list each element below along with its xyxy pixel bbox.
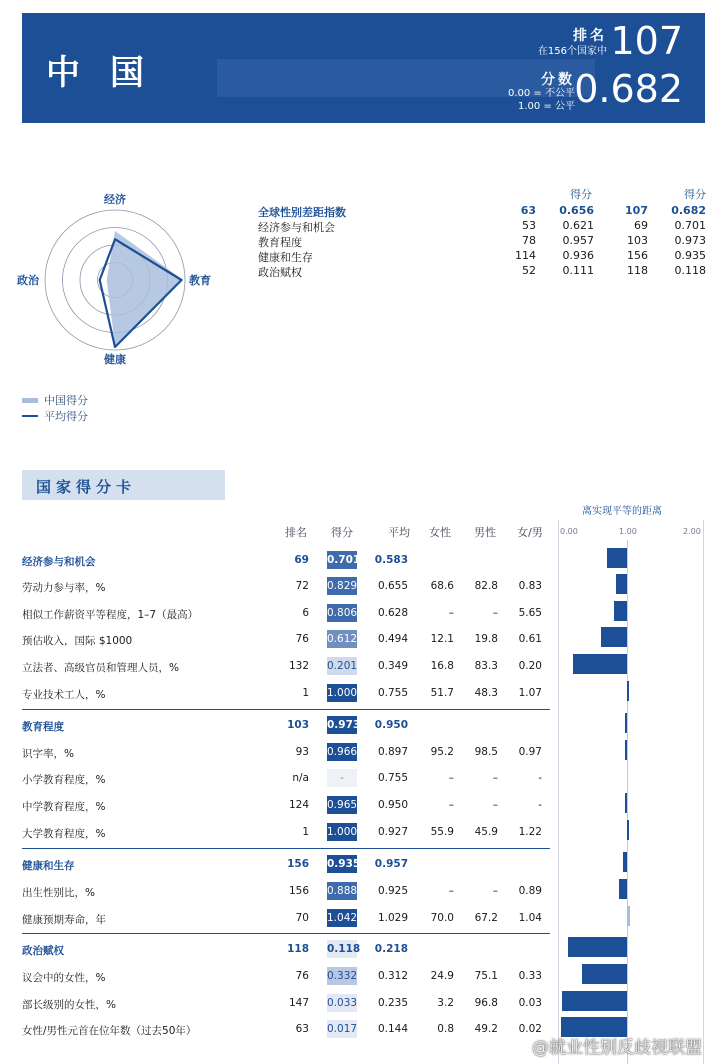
row-label: 中学教育程度，%	[22, 801, 106, 813]
summary-label: 教育程度	[258, 236, 302, 249]
cell-ratio: 1.22	[518, 826, 542, 838]
section-separator	[22, 848, 550, 849]
cell-female: 3.2	[437, 997, 454, 1009]
summary-score-a: 0.111	[562, 264, 594, 277]
summary-score-b: 0.935	[674, 249, 706, 262]
cell-avg: 0.950	[374, 719, 408, 731]
cell-ratio: -	[538, 772, 542, 784]
scorecard-title: 国家得分卡	[22, 470, 225, 500]
indicator-row	[0, 823, 720, 843]
summary-rank-a: 52	[522, 264, 536, 277]
summary-score-a: 0.656	[559, 204, 594, 217]
cell-ratio: 0.20	[518, 660, 542, 672]
section-separator	[22, 709, 550, 710]
cell-rank: 93	[295, 746, 309, 758]
cell-avg: 0.927	[377, 826, 408, 838]
summary-row	[258, 204, 718, 219]
cell-female: –	[448, 772, 454, 784]
cell-avg: 0.218	[374, 943, 408, 955]
radar-axis-label-1: 教育	[189, 274, 211, 287]
cell-female: 12.1	[430, 633, 454, 645]
summary-row	[258, 264, 718, 279]
summary-rank-b: 107	[625, 204, 648, 217]
cell-ratio: 0.02	[518, 1023, 542, 1035]
radar-chart	[0, 180, 230, 380]
summary-rank-a: 53	[522, 219, 536, 232]
summary-row	[258, 249, 718, 264]
cell-rank: 76	[295, 633, 309, 645]
col-score: 得分	[331, 526, 353, 539]
radar-axis-label-0: 经济	[104, 193, 126, 206]
summary-score-header-b: 得分	[684, 188, 706, 201]
cell-rank: 76	[295, 970, 309, 982]
distance-bar	[607, 548, 627, 568]
cell-male: 75.1	[474, 970, 498, 982]
cell-female: 68.6	[430, 580, 454, 592]
legend-average-label: 平均得分	[44, 410, 88, 423]
summary-label: 健康和生存	[258, 251, 313, 264]
cell-rank: 103	[287, 719, 309, 731]
cell-ratio: 0.03	[518, 997, 542, 1009]
section-separator	[22, 933, 550, 934]
cell-avg: 0.235	[377, 997, 408, 1009]
rank-value: 107	[610, 19, 683, 63]
summary-row	[258, 234, 718, 249]
row-label: 部长级别的女性，%	[22, 999, 116, 1011]
col-female: 女性	[429, 526, 451, 539]
summary-score-b: 0.682	[671, 204, 706, 217]
distance-bar	[625, 793, 627, 813]
rank-subtitle: 在156个国家中	[537, 46, 607, 57]
cell-avg: 0.950	[377, 799, 408, 811]
summary-rank-b: 69	[634, 219, 648, 232]
score-cell: 0.888	[327, 882, 357, 900]
scale-high: 1.00 = 公平	[517, 101, 575, 112]
distance-bar	[568, 937, 627, 957]
cell-female: 51.7	[430, 687, 454, 699]
cell-avg: 0.144	[377, 1023, 408, 1035]
cell-avg: 0.897	[377, 746, 408, 758]
cell-female: 55.9	[430, 826, 454, 838]
cell-male: 49.2	[474, 1023, 498, 1035]
cell-male: –	[492, 772, 498, 784]
cell-female: 0.8	[437, 1023, 454, 1035]
cell-ratio: 1.07	[518, 687, 542, 699]
score-cell: 0.935	[327, 855, 357, 873]
cell-avg: 0.957	[374, 858, 408, 870]
row-label: 出生性别比，%	[22, 887, 95, 899]
cell-avg: 1.029	[377, 912, 408, 924]
summary-score-header-a: 得分	[570, 188, 592, 201]
summary-rank-a: 78	[522, 234, 536, 247]
distance-bar	[625, 740, 627, 760]
cell-ratio: 0.33	[518, 970, 542, 982]
summary-score-b: 0.118	[674, 264, 706, 277]
distance-bar	[625, 713, 627, 733]
row-label: 政治赋权	[22, 945, 64, 957]
cell-rank: 63	[295, 1023, 309, 1035]
cell-male: 19.8	[474, 633, 498, 645]
score-cell: 1.000	[327, 823, 357, 841]
score-cell: 1.000	[327, 684, 357, 702]
row-label: 健康预期寿命，年	[22, 914, 106, 926]
category-row	[0, 716, 720, 736]
distance-bar	[601, 627, 627, 647]
indicator-row	[0, 684, 720, 704]
distance-bar	[582, 964, 627, 984]
legend-country-label: 中国得分	[44, 394, 88, 407]
row-label: 识字率，%	[22, 748, 74, 760]
summary-score-a: 0.621	[562, 219, 594, 232]
indicator-row	[0, 577, 720, 597]
distance-title: 离实现平等的距离	[582, 506, 662, 517]
score-cell: 0.118	[327, 940, 357, 958]
distance-bar	[619, 879, 627, 899]
cell-rank: 6	[302, 607, 309, 619]
indicator-row	[0, 743, 720, 763]
cell-avg: 0.628	[377, 607, 408, 619]
indicator-row	[0, 796, 720, 816]
indicator-row	[0, 909, 720, 929]
cell-avg: 0.755	[377, 687, 408, 699]
score-cell: 0.201	[327, 657, 357, 675]
category-row	[0, 855, 720, 875]
distance-bar	[573, 654, 627, 674]
summary-score-a: 0.936	[562, 249, 594, 262]
legend-country-swatch	[22, 398, 38, 403]
radar-axis-label-2: 健康	[104, 353, 126, 366]
cell-ratio: 0.61	[518, 633, 542, 645]
summary-table	[258, 186, 718, 279]
score-cell: 0.033	[327, 994, 357, 1012]
score-cell: 0.829	[327, 577, 357, 595]
indicator-row	[0, 882, 720, 902]
score-cell: 0.017	[327, 1020, 357, 1038]
row-label: 小学教育程度，%	[22, 774, 106, 786]
indicator-row	[0, 769, 720, 789]
cell-male: 48.3	[474, 687, 498, 699]
cell-ratio: 0.83	[518, 580, 542, 592]
summary-score-b: 0.973	[674, 234, 706, 247]
cell-rank: 124	[288, 799, 309, 811]
cell-avg: 0.312	[377, 970, 408, 982]
cell-avg: 0.494	[377, 633, 408, 645]
cell-ratio: 0.89	[518, 885, 542, 897]
score-label: 分数	[541, 72, 575, 88]
summary-label: 经济参与和机会	[258, 221, 335, 234]
row-label: 健康和生存	[22, 860, 75, 872]
cell-avg: 0.925	[377, 885, 408, 897]
cell-rank: 72	[295, 580, 309, 592]
scale-low: 0.00 = 不公平	[507, 88, 575, 99]
summary-rank-b: 156	[627, 249, 648, 262]
cell-male: 82.8	[474, 580, 498, 592]
cell-rank: 1	[302, 687, 309, 699]
row-label: 大学教育程度，%	[22, 828, 106, 840]
summary-row	[258, 219, 718, 234]
cell-avg: 0.655	[377, 580, 408, 592]
col-rank: 排名	[285, 526, 307, 539]
cell-male: –	[492, 885, 498, 897]
row-label: 专业技术工人，%	[22, 689, 106, 701]
cell-ratio: 0.97	[518, 746, 542, 758]
distance-bar	[623, 852, 627, 872]
summary-label: 政治赋权	[258, 266, 302, 279]
cell-rank: 132	[288, 660, 309, 672]
cell-female: 95.2	[430, 746, 454, 758]
score-cell: 0.965	[327, 796, 357, 814]
cell-female: –	[448, 607, 454, 619]
country-name: 中国	[46, 53, 174, 93]
cell-ratio: 5.65	[518, 607, 542, 619]
cell-male: 83.3	[474, 660, 498, 672]
score-cell: 0.806	[327, 604, 357, 622]
watermark: @就业性别反歧视联盟	[532, 1038, 702, 1058]
row-label: 议会中的女性，%	[22, 972, 106, 984]
row-label: 相似工作薪资平等程度，1–7（最高）	[22, 609, 199, 621]
summary-score-b: 0.701	[674, 219, 706, 232]
cell-male: 45.9	[474, 826, 498, 838]
cell-avg: 0.583	[374, 554, 408, 566]
distance-bar	[616, 574, 627, 594]
cell-female: 24.9	[430, 970, 454, 982]
cell-rank: n/a	[292, 772, 309, 784]
radar-country-area	[107, 231, 183, 346]
cell-avg: 0.755	[377, 772, 408, 784]
tick-0: 0.00	[560, 527, 578, 536]
row-label: 女性/男性元首在位年数（过去50年）	[22, 1025, 197, 1037]
cell-ratio: 1.04	[518, 912, 542, 924]
summary-rank-b: 118	[627, 264, 648, 277]
indicator-row	[0, 604, 720, 624]
radar-axis-label-3: 政治	[17, 274, 39, 287]
summary-score-a: 0.957	[562, 234, 594, 247]
cell-female: 16.8	[430, 660, 454, 672]
cell-rank: 156	[288, 885, 309, 897]
distance-bar	[627, 820, 629, 840]
cell-rank: 70	[295, 912, 309, 924]
score-cell: -	[327, 769, 357, 787]
distance-bar	[562, 991, 627, 1011]
score-cell: 0.966	[327, 743, 357, 761]
row-label: 预估收入，国际 $1000	[22, 635, 133, 647]
cell-female: 70.0	[430, 912, 454, 924]
col-male: 男性	[474, 526, 496, 539]
score-cell: 0.612	[327, 630, 357, 648]
score-cell: 0.332	[327, 967, 357, 985]
cell-male: –	[492, 607, 498, 619]
rank-label: 排名	[573, 28, 607, 44]
summary-rank-a: 63	[520, 204, 536, 217]
col-ratio: 女/男	[517, 526, 543, 539]
summary-rank-b: 103	[627, 234, 648, 247]
distance-bar	[627, 681, 629, 701]
score-cell: 0.973	[327, 716, 357, 734]
cell-ratio: -	[538, 799, 542, 811]
score-cell: 1.042	[327, 909, 357, 927]
legend-average	[22, 408, 88, 424]
cell-female: –	[448, 885, 454, 897]
legend-country	[22, 392, 88, 408]
cell-male: 96.8	[474, 997, 498, 1009]
cell-male: 98.5	[474, 746, 498, 758]
score-cell: 0.701	[327, 551, 357, 569]
cell-rank: 156	[287, 858, 309, 870]
row-label: 经济参与和机会	[22, 556, 96, 568]
cell-rank: 1	[302, 826, 309, 838]
country-header	[22, 13, 705, 123]
cell-rank: 147	[288, 997, 309, 1009]
summary-rank-a: 114	[515, 249, 536, 262]
cell-male: –	[492, 799, 498, 811]
summary-label: 全球性别差距指数	[258, 206, 346, 219]
cell-female: –	[448, 799, 454, 811]
row-label: 立法者、高级官员和管理人员，%	[22, 662, 179, 674]
score-value: 0.682	[574, 67, 683, 111]
tick-1: 1.00	[619, 527, 637, 536]
legend-average-swatch	[22, 415, 38, 417]
cell-male: 67.2	[474, 912, 498, 924]
tick-2: 2.00	[683, 527, 701, 536]
row-label: 教育程度	[22, 721, 64, 733]
cell-rank: 118	[287, 943, 309, 955]
cell-rank: 69	[294, 554, 309, 566]
distance-bar	[627, 906, 630, 926]
col-average: 平均	[388, 526, 410, 539]
cell-avg: 0.349	[377, 660, 408, 672]
row-label: 劳动力参与率，%	[22, 582, 106, 594]
distance-bar	[614, 601, 627, 621]
